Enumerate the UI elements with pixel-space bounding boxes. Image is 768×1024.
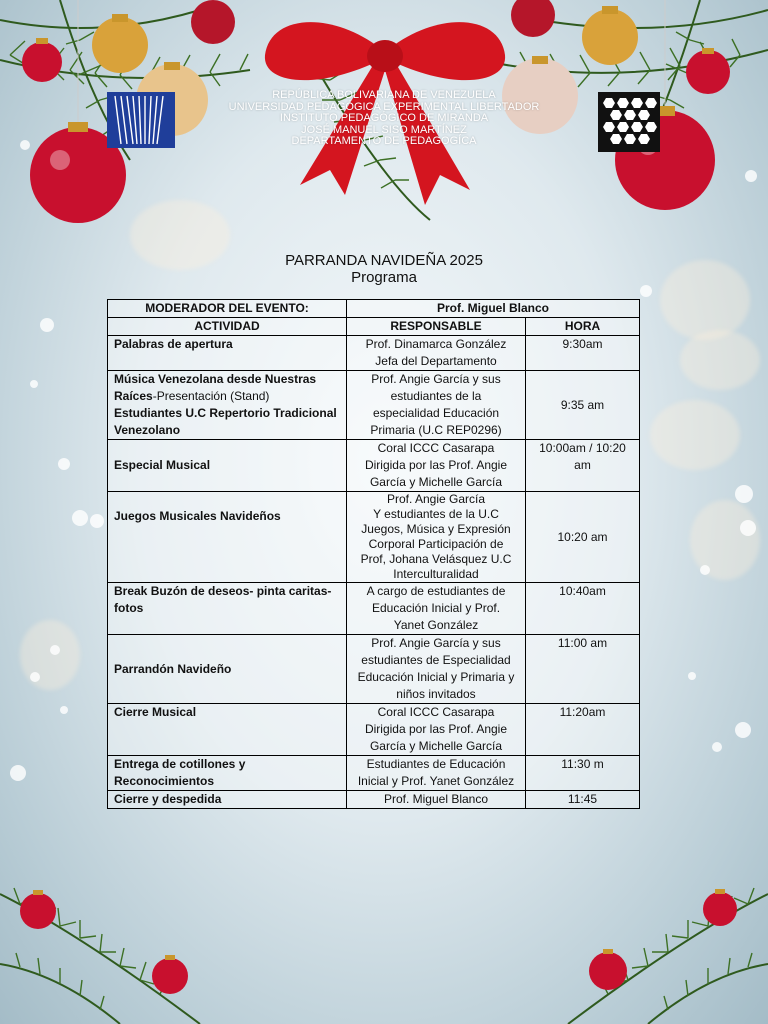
time-cell: 10:00am / 10:20 am [526, 440, 640, 492]
activity-cell: Entrega de cotillones y Reconocimientos [108, 756, 347, 791]
responsible-line: Prof. Angie García [386, 492, 486, 506]
responsible-line: Prof. Angie García y sus [371, 636, 501, 650]
responsible-line: Educación Inicial y Primaria y [357, 670, 515, 684]
institution-header [200, 90, 568, 148]
column-header-activity: ACTIVIDAD [108, 318, 347, 336]
responsible-line: Coral ICCC Casarapa [377, 441, 495, 455]
responsible-line: Coral ICCC Casarapa [377, 705, 495, 719]
responsible-line: Prof. Angie García y sus [371, 372, 501, 386]
table-row [108, 791, 640, 809]
responsible-cell [347, 635, 526, 704]
moderator-row [108, 300, 640, 318]
activity-cell: Palabras de apertura [108, 336, 347, 371]
responsible-line: Jefa del Departamento [375, 354, 497, 368]
activity-text: -Presentación (Stand) [152, 389, 270, 403]
responsible-cell [347, 791, 526, 809]
responsible-line: Primaria (U.C REP0296) [370, 423, 502, 437]
responsible-cell [347, 583, 526, 635]
table-row [108, 704, 640, 756]
time-cell: 9:35 am [526, 371, 640, 440]
responsible-cell [347, 704, 526, 756]
responsible-cell [347, 440, 526, 492]
header-line: JOSÉ MANUEL SISO MARTÍNEZ [301, 123, 467, 136]
bottom-left-branch-decoration [0, 874, 240, 1024]
table-row [108, 492, 640, 583]
activity-cell: Especial Musical [108, 440, 347, 492]
table-row [108, 756, 640, 791]
activity-cell: Juegos Musicales Navideños [108, 492, 347, 583]
responsible-cell [347, 336, 526, 371]
time-cell: 10:40am [526, 583, 640, 635]
university-logo [107, 92, 175, 148]
responsible-line: Corporal Participación de [368, 537, 504, 551]
responsible-line: Prof. Miguel Blanco [383, 792, 489, 806]
time-cell: 11:20am [526, 704, 640, 756]
column-header-responsible: RESPONSABLE [347, 318, 526, 336]
responsible-line: Juegos, Música y Expresión [361, 522, 511, 536]
responsible-cell [347, 756, 526, 791]
table-row [108, 635, 640, 704]
activity-cell: Parrandón Navideño [108, 635, 347, 704]
activity-cell: Cierre y despedida [108, 791, 347, 809]
activity-text: Música Venezolana desde Nuestras Raíces [114, 372, 317, 403]
table-row [108, 440, 640, 492]
time-cell: 9:30am [526, 336, 640, 371]
header-line: REPÚBLICA BOLIVARIANA DE VENEZUELA [272, 89, 496, 101]
time-cell: 10:20 am [526, 492, 640, 583]
responsible-line: estudiantes de la [390, 389, 482, 403]
responsible-line: A cargo de estudiantes de [366, 584, 506, 598]
responsible-line: Estudiantes de Educación [366, 757, 506, 771]
title-block [0, 252, 768, 286]
table-row [108, 336, 640, 371]
time-cell: 11:30 m [526, 756, 640, 791]
table-row [108, 371, 640, 440]
activity-cell [108, 371, 347, 440]
activity-cell: Break Buzón de deseos- pinta caritas- fotos [108, 583, 347, 635]
institute-logo [598, 92, 660, 152]
time-cell: 11:00 am [526, 635, 640, 704]
page-subtitle: Programa [351, 269, 417, 286]
responsible-line: Inicial y Prof. Yanet González [357, 774, 515, 788]
responsible-cell [347, 492, 526, 583]
moderator-name: Prof. Miguel Blanco [347, 300, 640, 318]
header-line: DEPARTAMENTO DE PEDAGOGÍCA [291, 135, 477, 147]
moderator-label: MODERADOR DEL EVENTO: [108, 300, 347, 318]
activity-text: Estudiantes U.C Repertorio Tradicional Venezolano [114, 406, 337, 437]
responsible-line: García y Michelle García [369, 475, 503, 489]
responsible-line: Dirigida por las Prof. Angie [364, 722, 508, 736]
program-table [107, 299, 640, 809]
responsible-line: Prof. Dinamarca González [365, 337, 507, 351]
responsible-line: Dirigida por las Prof. Angie [364, 458, 508, 472]
bottom-right-branch-decoration [528, 874, 768, 1024]
responsible-line: Prof, Johana Velásquez U.C [360, 552, 512, 566]
column-header-time: HORA [526, 318, 640, 336]
responsible-line: Y estudiantes de la U.C [373, 507, 499, 521]
page-title: PARRANDA NAVIDEÑA 2025 [285, 252, 483, 269]
responsible-line: Interculturalidad [393, 567, 479, 581]
table-header-row [108, 318, 640, 336]
responsible-line: Yanet González [393, 618, 479, 632]
activity-cell: Cierre Musical [108, 704, 347, 756]
time-cell: 11:45 [526, 791, 640, 809]
responsible-line: estudiantes de Especialidad [361, 653, 511, 667]
responsible-cell [347, 371, 526, 440]
header-line: UNIVERSIDAD PEDAGÓGICA EXPERIMENTAL LIBERTADOR [228, 100, 540, 113]
responsible-line: Educación Inicial y Prof. [371, 601, 501, 615]
responsible-line: García y Michelle García [369, 739, 503, 753]
responsible-line: especialidad Educación [372, 406, 500, 420]
responsible-line: niños invitados [396, 687, 476, 701]
header-line: INSTITUTO PEDAGÓGICO DE MIRANDA [279, 112, 489, 124]
table-row [108, 583, 640, 635]
